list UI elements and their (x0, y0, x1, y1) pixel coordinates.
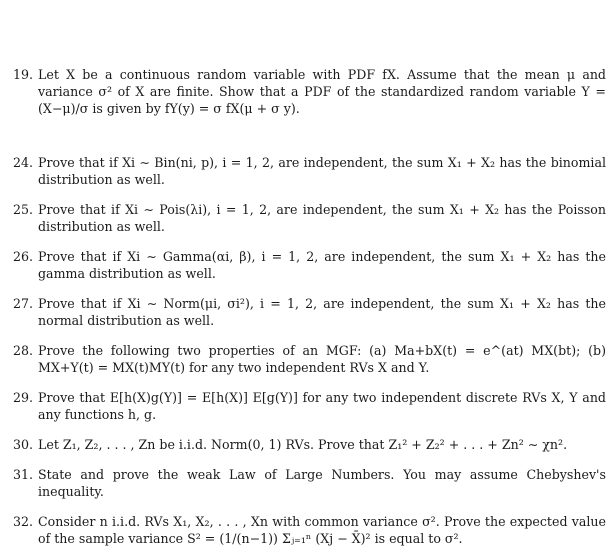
problem-list (6, 66, 606, 560)
problem-31 (6, 466, 606, 500)
problem-number: 31. (12, 467, 33, 482)
problem-32 (6, 513, 606, 547)
problem-text: Prove that if Xi ∼ Gamma(αi, β), i = 1, 2, are independent, the sum X₁ + X₂ has the gamma distribution as well. (38, 249, 606, 281)
problem-text: State and prove the weak Law of Large Numbers. You may assume Chebyshev's inequality. (38, 467, 606, 499)
problem-number: 24. (12, 155, 33, 170)
problem-27 (6, 295, 606, 329)
problem-number: 29. (12, 390, 33, 405)
problem-text: Consider n i.i.d. RVs X₁, X₂, . . . , Xn with common variance σ². Prove the expected value of the sample variance S² = (1/(n−1)) Σⱼ₌₁ⁿ (Xj − X̄)² is equal to σ². (38, 514, 606, 546)
problem-24 (6, 154, 606, 188)
problem-30 (6, 436, 606, 453)
problem-text: Prove the following two properties of an MGF: (a) Ma+bX(t) = e^(at) MX(bt); (b) MX+Y(t) = MX(t)MY(t) for any two independent RVs X and Y. (38, 343, 606, 375)
problem-number: 19. (12, 67, 33, 82)
problem-28 (6, 342, 606, 376)
problem-text: Let Z₁, Z₂, . . . , Zn be i.i.d. Norm(0, 1) RVs. Prove that Z₁² + Z₂² + . . . + Zn² ∼ χn². (38, 437, 568, 452)
problem-number: 26. (12, 249, 33, 264)
problem-number: 25. (12, 202, 33, 217)
problem-text: Prove that if Xi ∼ Norm(μi, σi²), i = 1, 2, are independent, the sum X₁ + X₂ has the normal distribution as well. (38, 296, 606, 328)
problem-26 (6, 248, 606, 282)
problem-number: 30. (12, 437, 33, 452)
problem-number: 32. (12, 514, 33, 529)
problem-text: Let X be a continuous random variable with PDF fX. Assume that the mean μ and variance σ² of X are finite. Show that a PDF of the standardized random variable Y = (X−μ)/σ is given by fY(y) = σ fX(μ + σ y). (38, 67, 606, 116)
problem-text: Prove that E[h(X)g(Y)] = E[h(X)] E[g(Y)] for any two independent discrete RVs X, Y and any functions h, g. (38, 390, 606, 422)
problem-number: 28. (12, 343, 33, 358)
problem-25 (6, 201, 606, 235)
problem-text: Prove that if Xi ∼ Pois(λi), i = 1, 2, are independent, the sum X₁ + X₂ has the Poisson distribution as well. (38, 202, 606, 234)
problem-number: 27. (12, 296, 33, 311)
problem-text: Prove that if Xi ∼ Bin(ni, p), i = 1, 2, are independent, the sum X₁ + X₂ has the binomial distribution as well. (38, 155, 606, 187)
problem-29 (6, 389, 606, 423)
problem-19 (6, 66, 606, 117)
